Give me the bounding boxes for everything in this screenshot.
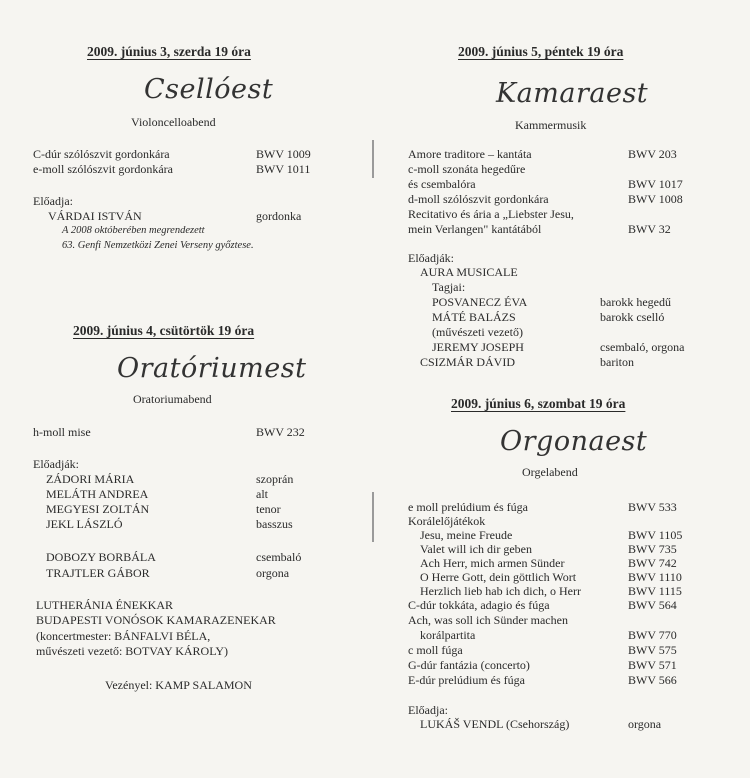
work-title: korálpartita: [420, 628, 476, 642]
concert3-title: Kamaraest: [496, 78, 649, 109]
performer-note: 63. Genfi Nemzetközi Zenei Verseny győztese.: [62, 240, 254, 251]
work-bwv: BWV 571: [628, 658, 677, 672]
work-bwv: BWV 1110: [628, 570, 682, 584]
work-title: Amore traditore – kantáta: [408, 147, 532, 161]
work-bwv: BWV 1115: [628, 584, 682, 598]
work-title: Jesu, meine Freude: [420, 528, 513, 542]
performers-label: Előadják:: [33, 457, 79, 471]
continuo-role: csembaló: [256, 550, 302, 564]
concert2-subtitle: Oratoriumabend: [133, 392, 212, 406]
member-name: MÁTÉ BALÁZS: [432, 310, 516, 324]
soloist-role: tenor: [256, 502, 281, 516]
ensemble-name: AURA MUSICALE: [420, 265, 518, 279]
guest-role: bariton: [600, 355, 634, 369]
soloist-role: basszus: [256, 517, 293, 531]
member-name: JEREMY JOSEPH: [432, 340, 524, 354]
work-title: h-moll mise: [33, 425, 91, 439]
work-bwv: BWV 564: [628, 598, 677, 612]
member-role: csembaló, orgona: [600, 340, 685, 354]
work-bwv: BWV 735: [628, 542, 677, 556]
guest-name: CSIZMÁR DÁVID: [420, 355, 516, 369]
performer-role: orgona: [628, 717, 662, 731]
conductor: Vezényel: KAMP SALAMON: [105, 678, 252, 692]
work-title: c-moll szonáta hegedűre: [408, 162, 526, 176]
work-bwv: BWV 742: [628, 556, 677, 570]
work-title: Ach, was soll ich Sünder machen: [408, 613, 568, 627]
soloist-role: szoprán: [256, 472, 294, 486]
soloist-role: alt: [256, 487, 268, 501]
work-bwv: BWV 1017: [628, 177, 683, 191]
work-bwv: BWV 575: [628, 643, 677, 657]
concert4-header: 2009. június 6, szombat 19 óra: [451, 396, 626, 411]
work-bwv: BWV 566: [628, 673, 677, 687]
concert4-subtitle: Orgelabend: [522, 465, 578, 479]
soloist-name: MELÁTH ANDREA: [46, 487, 149, 501]
soloist-name: MEGYESI ZOLTÁN: [46, 502, 150, 516]
work-bwv: BWV 1008: [628, 192, 683, 206]
performers-label: Előadja:: [408, 703, 448, 717]
work-bwv: BWV 533: [628, 500, 677, 514]
fold-mark-top: [372, 140, 374, 178]
concert3-header: 2009. június 5, péntek 19 óra: [458, 44, 624, 59]
member-name: (művészeti vezető): [432, 325, 523, 339]
member-role: barokk hegedű: [600, 295, 671, 309]
work-title: Korálelőjátékok: [408, 514, 486, 528]
work-title: e moll prelúdium és fúga: [408, 500, 528, 514]
work-title: d-moll szólószvit gordonkára: [408, 192, 549, 206]
ensemble-line: BUDAPESTI VONÓSOK KAMARAZENEKAR: [36, 613, 276, 627]
work-title: Ach Herr, mich armen Sünder: [420, 556, 565, 570]
ensemble-line: művészeti vezető: BOTVAY KÁROLY): [36, 644, 228, 658]
performer-name: LUKÁŠ VENDL (Csehország): [420, 717, 570, 731]
soloist-name: JEKL LÁSZLÓ: [46, 517, 123, 531]
fold-mark-bottom: [372, 492, 374, 542]
performer-note: A 2008 októberében megrendezett: [62, 225, 205, 236]
work-title: C-dúr szólószvit gordonkára: [33, 147, 170, 161]
ensemble-line: (koncertmester: BÁNFALVI BÉLA,: [36, 629, 211, 643]
concert1-title: Csellóest: [144, 74, 274, 105]
concert2-header: 2009. június 4, csütörtök 19 óra: [73, 323, 255, 338]
work-bwv: BWV 1009: [256, 147, 311, 161]
ensemble-line: LUTHERÁNIA ÉNEKKAR: [36, 598, 173, 612]
work-bwv: BWV 32: [628, 222, 671, 236]
concert4-title: Orgonaest: [500, 426, 648, 457]
work-title: E-dúr prelúdium és fúga: [408, 673, 525, 687]
members-label: Tagjai:: [432, 280, 466, 294]
concert3-subtitle: Kammermusik: [515, 118, 587, 132]
member-role: barokk cselló: [600, 310, 665, 324]
performer-name: VÁRDAI ISTVÁN: [48, 209, 142, 223]
work-title: mein Verlangen" kantátából: [408, 222, 542, 236]
work-title: Valet will ich dir geben: [420, 542, 532, 556]
concert1-subtitle: Violoncelloabend: [131, 115, 216, 129]
concert1-header: 2009. június 3, szerda 19 óra: [87, 44, 251, 59]
work-bwv: BWV 1105: [628, 528, 683, 542]
work-title: c moll fúga: [408, 643, 463, 657]
performers-label: Előadja:: [33, 194, 73, 208]
member-name: POSVANECZ ÉVA: [432, 295, 528, 309]
work-title: Recitativo és ária a „Liebster Jesu,: [408, 207, 574, 221]
work-bwv: BWV 232: [256, 425, 305, 439]
work-title: O Herre Gott, dein göttlich Wort: [420, 570, 577, 584]
performer-role: gordonka: [256, 209, 302, 223]
soloist-name: ZÁDORI MÁRIA: [46, 472, 135, 486]
performers-label: Előadják:: [408, 251, 454, 265]
work-title: és csembalóra: [408, 177, 476, 191]
work-title: G-dúr fantázia (concerto): [408, 658, 530, 672]
work-bwv: BWV 1011: [256, 162, 311, 176]
work-bwv: BWV 203: [628, 147, 677, 161]
work-title: e-moll szólószvit gordonkára: [33, 162, 173, 176]
work-bwv: BWV 770: [628, 628, 677, 642]
work-title: C-dúr tokkáta, adagio és fúga: [408, 598, 550, 612]
continuo-name: TRAJTLER GÁBOR: [46, 566, 150, 580]
continuo-role: orgona: [256, 566, 290, 580]
continuo-name: DOBOZY BORBÁLA: [46, 550, 156, 564]
concert2-title: Oratóriumest: [117, 353, 307, 384]
work-title: Herzlich lieb hab ich dich, o Herr: [420, 584, 581, 598]
